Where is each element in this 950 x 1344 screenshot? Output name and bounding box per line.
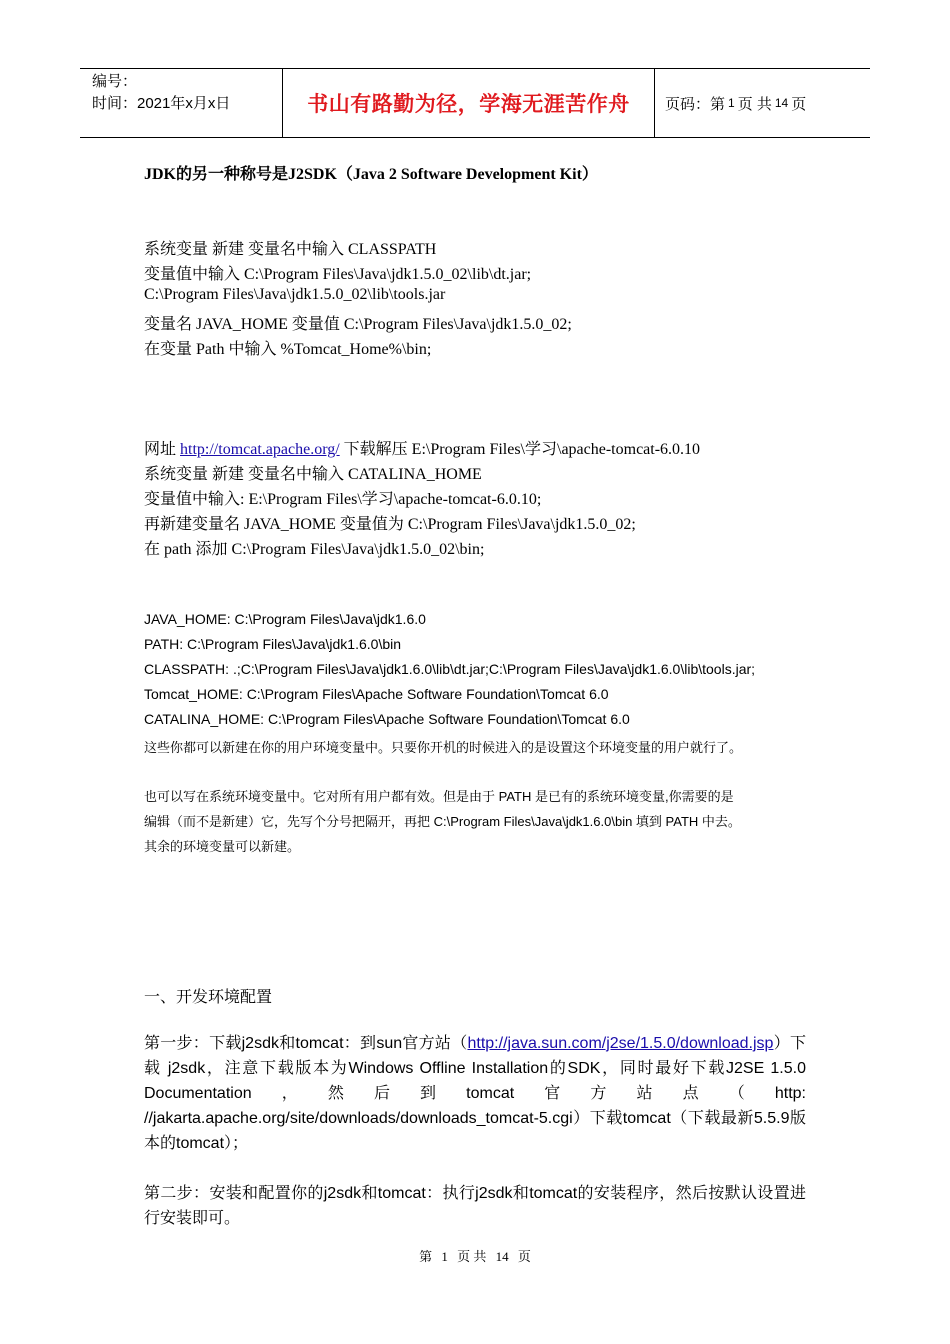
- note-user-env: 这些你都可以新建在你的用户环境变量中。只要你开机的时候进入的是设置这个环境变量的用户就行了。: [144, 740, 743, 755]
- text-line: 在 path 添加 C:\Program Files\Java\jdk1.5.0_02\bin;: [144, 541, 485, 558]
- step1-prefix: 第一步：下载j2sdk和tomcat：到sun官方站（: [144, 1035, 468, 1052]
- text-line: 系统变量 新建 变量名中输入 CLASSPATH: [144, 241, 437, 258]
- text-line: 系统变量 新建 变量名中输入 CATALINA_HOME: [144, 466, 482, 483]
- url-suffix: 下载解压 E:\Program Files\学习\apache-tomcat-6.0.10: [339, 441, 701, 458]
- java-download-link[interactable]: http://java.sun.com/j2se/1.5.0/download.jsp: [467, 1035, 774, 1052]
- page-suffix: 页: [791, 95, 807, 113]
- download-line: [144, 436, 700, 459]
- document-title: JDK的另一种称号是J2SDK（Java 2 Software Development Kit）: [144, 166, 598, 183]
- text-line: 变量名 JAVA_HOME 变量值 C:\Program Files\Java\jdk1.5.0_02;: [144, 316, 572, 333]
- step2-paragraph: 第二步：安装和配置你的j2sdk和tomcat：执行j2sdk和tomcat的安装程序，然后按默认设置进行安装即可。: [144, 1185, 806, 1227]
- motto-text: 书山有路勤为径，学海无涯苦作舟: [307, 92, 630, 116]
- env-var-line: CLASSPATH: .;C:\Program Files\Java\jdk1.6.0\lib\dt.jar;C:\Program Files\Java\jdk1.6.0\lib\tools.jar;: [144, 661, 756, 677]
- page-number: 1: [728, 96, 735, 110]
- header-table: [80, 68, 870, 138]
- header-page-cell: [655, 69, 870, 137]
- document-time-label: 时间：2021年x月x日: [92, 95, 231, 112]
- text-line: 变量值中输入: E:\Program Files\学习\apache-tomcat-6.0.10;: [144, 491, 542, 508]
- url-prefix: 网址: [144, 441, 181, 458]
- document-number-label: 编号：: [92, 73, 138, 90]
- section-title: 一、开发环境配置: [144, 989, 273, 1006]
- env-var-line: PATH: C:\Program Files\Java\jdk1.6.0\bin: [144, 636, 402, 652]
- footer-page-total: 14: [495, 1249, 509, 1264]
- footer-suffix: 页: [517, 1249, 531, 1264]
- tomcat-link[interactable]: http://tomcat.apache.org/: [180, 441, 340, 458]
- footer-mid: 页 共: [457, 1249, 487, 1264]
- text-line: 变量值中输入 C:\Program Files\Java\jdk1.5.0_02\lib\dt.jar;: [144, 266, 532, 283]
- footer-prefix: 第: [419, 1249, 433, 1264]
- env-var-line: CATALINA_HOME: C:\Program Files\Apache Software Foundation\Tomcat 6.0: [144, 711, 630, 727]
- text-line: 在变量 Path 中输入 %Tomcat_Home%\bin;: [144, 341, 432, 358]
- note-line: 其余的环境变量可以新建。: [144, 839, 301, 854]
- page-prefix: 页码：第: [665, 95, 726, 113]
- note-line: 编辑（而不是新建）它，先写个分号把隔开，再把 C:\Program Files\Java\jdk1.6.0\bin 填到 PATH 中去。: [144, 814, 741, 829]
- env-var-line: JAVA_HOME: C:\Program Files\Java\jdk1.6.0: [144, 611, 426, 627]
- page-footer: [0, 1246, 950, 1265]
- step1-paragraph: [144, 1031, 806, 1156]
- footer-page-number: 1: [441, 1249, 448, 1264]
- step1-suffix: ）下载 j2sdk，注意下载版本为Windows Offline Installation的SDK，同时最好下载J2SE 1.5.0 Documentation，然后到tomcat官方站点（http: //jakarta.apache.org/site/downloads/downloads_tomcat-5.cgi）下载tomcat（下载最新5.5.9版本的tomcat）；: [144, 1035, 806, 1152]
- header-motto-cell: [282, 69, 655, 137]
- header-info-cell: [80, 69, 282, 137]
- text-line: C:\Program Files\Java\jdk1.5.0_02\lib\tools.jar: [144, 286, 446, 303]
- note-line: 也可以写在系统环境变量中。它对所有用户都有效。但是由于 PATH 是已有的系统环境变量,你需要的是: [144, 789, 734, 804]
- env-var-line: Tomcat_HOME: C:\Program Files\Apache Software Foundation\Tomcat 6.0: [144, 686, 609, 702]
- page-mid: 页 共: [737, 95, 772, 113]
- page-total: 14: [774, 96, 789, 110]
- text-line: 再新建变量名 JAVA_HOME 变量值为 C:\Program Files\Java\jdk1.5.0_02;: [144, 516, 636, 533]
